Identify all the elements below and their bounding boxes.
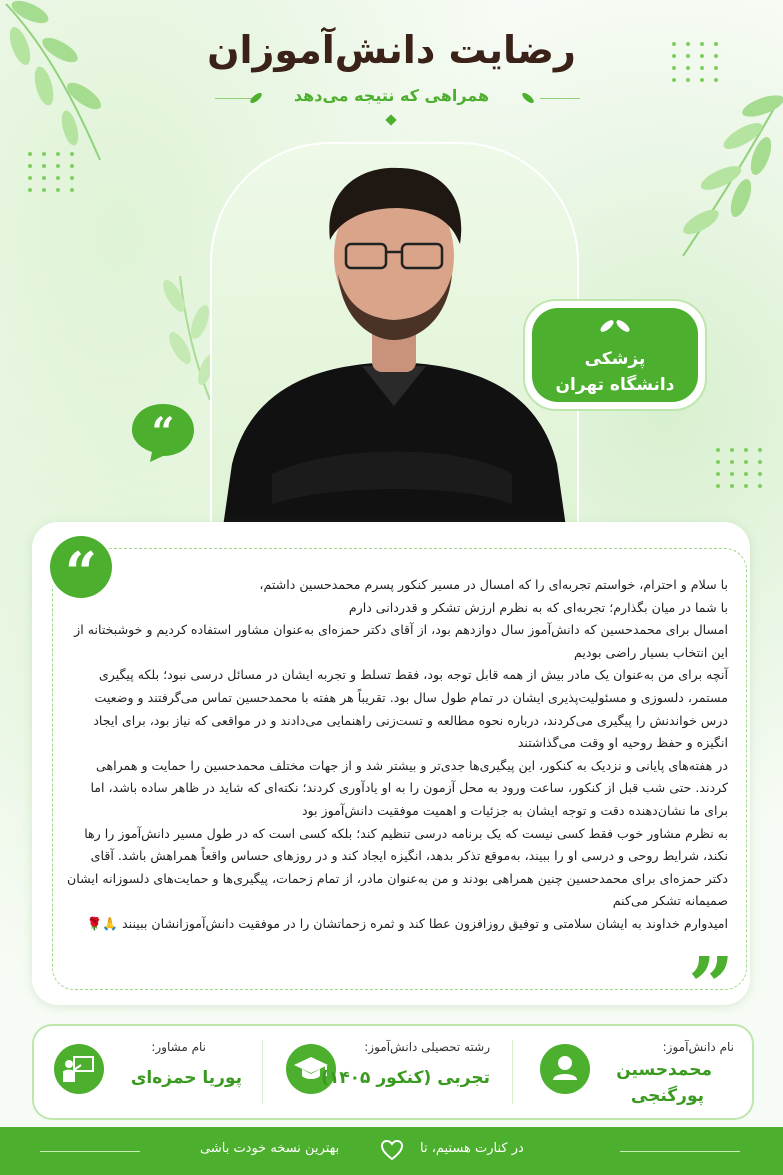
testimonial-paragraph: آنچه برای من به‌عنوان یک مادر بیش از همه قابل توجه بود، فقط تسلط و تجربه ایشان در مسائل درسی نبود؛ بلکه پیگیری مستمر، دلسوزی و مسئولیت‌پذیری ایشان در تمام طول سال بود. تقریباً هر هفته با محمدحسین تماس می‌گرفتند و وضعیت درس خواندنش را پیگیری می‌کردند، درباره نحوه مطالعه و تست‌زنی راهنمایی می‌دادند و در مواقعی که نیاز بود، برای ایجاد انگیزه و حفظ روحیه او وقت می‌گذاشتند bbox=[93, 667, 728, 751]
footer-text-left: بهترین نسخه خودت باشی bbox=[200, 1141, 340, 1156]
dots-decoration-right bbox=[716, 448, 764, 488]
page-subtitle: همراهی که نتیجه می‌دهد bbox=[293, 86, 490, 105]
student-info bbox=[514, 1026, 752, 1118]
svg-text:“: “ bbox=[151, 409, 175, 456]
quote-bubble-icon bbox=[128, 400, 198, 464]
testimonial-paragraph: امسال برای محمدحسین که دانش‌آموز سال دوازدهم بود، از آقای دکتر حمزه‌ای به‌عنوان مشاور استفاده کردیم و خوشبختانه از این انتخاب بسیار راضی بودیم bbox=[74, 622, 728, 660]
diamond-divider-icon bbox=[385, 114, 396, 125]
subtitle-divider-right bbox=[540, 98, 580, 99]
field-label: رشته تحصیلی دانش‌آموز: bbox=[364, 1040, 490, 1054]
testimonial-text bbox=[66, 574, 728, 936]
page-title: رضایت دانش‌آموزان bbox=[207, 28, 576, 72]
heart-icon bbox=[380, 1139, 404, 1161]
advisor-name: پوریا حمزه‌ای bbox=[130, 1068, 242, 1088]
footer-divider-left bbox=[40, 1151, 140, 1152]
leaf-branch-top-left-decoration bbox=[0, 0, 120, 170]
field-value: تجربی (کنکور ۱۴۰۵) bbox=[321, 1068, 490, 1088]
footer-bar bbox=[0, 1127, 783, 1175]
info-bar bbox=[32, 1024, 754, 1120]
teacher-icon bbox=[54, 1044, 104, 1094]
student-last-name: پورگنجی bbox=[630, 1086, 704, 1106]
leaf-icon bbox=[520, 90, 536, 106]
svg-text:“: “ bbox=[64, 540, 98, 604]
dots-decoration-left bbox=[28, 152, 76, 192]
advisor-info bbox=[34, 1026, 262, 1118]
badge-field: پزشکی bbox=[584, 349, 646, 369]
testimonial-paragraph: امیدوارم خداوند به ایشان سلامتی و توفیق روزافزون عطا کند و ثمره زحماتشان را در موفقیت دانش‌آموزانشان ببینند 🙏🌹 bbox=[86, 915, 728, 931]
testimonial-paragraph: در هفته‌های پایانی و نزدیک به کنکور، این پیگیری‌ها جدی‌تر و بیشتر شد و از جهات مختلف محمدحسین را حمایت و همراهی کردند. حتی شب قبل از کنکور، ساعت ورود به محل آزمون را به او یادآوری کردند؛ نکته‌ای که شاید در ظاهر ساده باشد، اما برای ما نشان‌دهنده دقت و توجه ایشان به جزئیات و اهمیت موفقیت دانش‌آموز بود bbox=[90, 757, 728, 818]
footer-divider-right bbox=[620, 1151, 740, 1152]
quote-close-icon bbox=[676, 944, 746, 998]
field-info bbox=[270, 1026, 510, 1118]
university-badge bbox=[520, 296, 710, 414]
subtitle-row bbox=[0, 86, 783, 110]
user-icon bbox=[540, 1044, 590, 1094]
info-divider bbox=[262, 1040, 263, 1104]
student-first-name: محمدحسین bbox=[616, 1060, 712, 1080]
student-label: نام دانش‌آموز: bbox=[662, 1040, 734, 1054]
badge-university: دانشگاه تهران bbox=[555, 375, 675, 395]
testimonial-paragraph: با سلام و احترام، خواستم تجربه‌ای را که امسال در مسیر کنکور پسرم محمدحسین داشتم، bbox=[259, 577, 728, 592]
footer-text-right: در کنارت هستیم، تا bbox=[420, 1141, 524, 1156]
svg-text:”: ” bbox=[687, 944, 735, 998]
leaf-branch-right-decoration bbox=[663, 86, 783, 266]
testimonial-paragraph: به نظرم مشاور خوب فقط کسی نیست که یک برنامه درسی تنظیم کند؛ بلکه کسی است که در طول مسیر دانش‌آموز را رها نکند، شرایط روحی و درسی او را ببیند، به‌موقع تذکر بدهد، انگیزه ایجاد کند و در روزهای حساس واقعاً همراهش باشد. آقای دکتر حمزه‌ای برای محمدحسین چنین همراهی بودند و من به‌عنوان مادر، از تمام زحمات، پیگیری‌ها و حمایت‌های دلسوزانه ایشان صمیمانه تشکر می‌کنم bbox=[67, 825, 728, 909]
testimonial-paragraph: با شما در میان بگذارم؛ تجربه‌ای که به نظرم ارزش تشکر و قدردانی دارم bbox=[348, 599, 728, 615]
info-divider bbox=[512, 1040, 513, 1104]
advisor-label: نام مشاور: bbox=[151, 1040, 206, 1054]
